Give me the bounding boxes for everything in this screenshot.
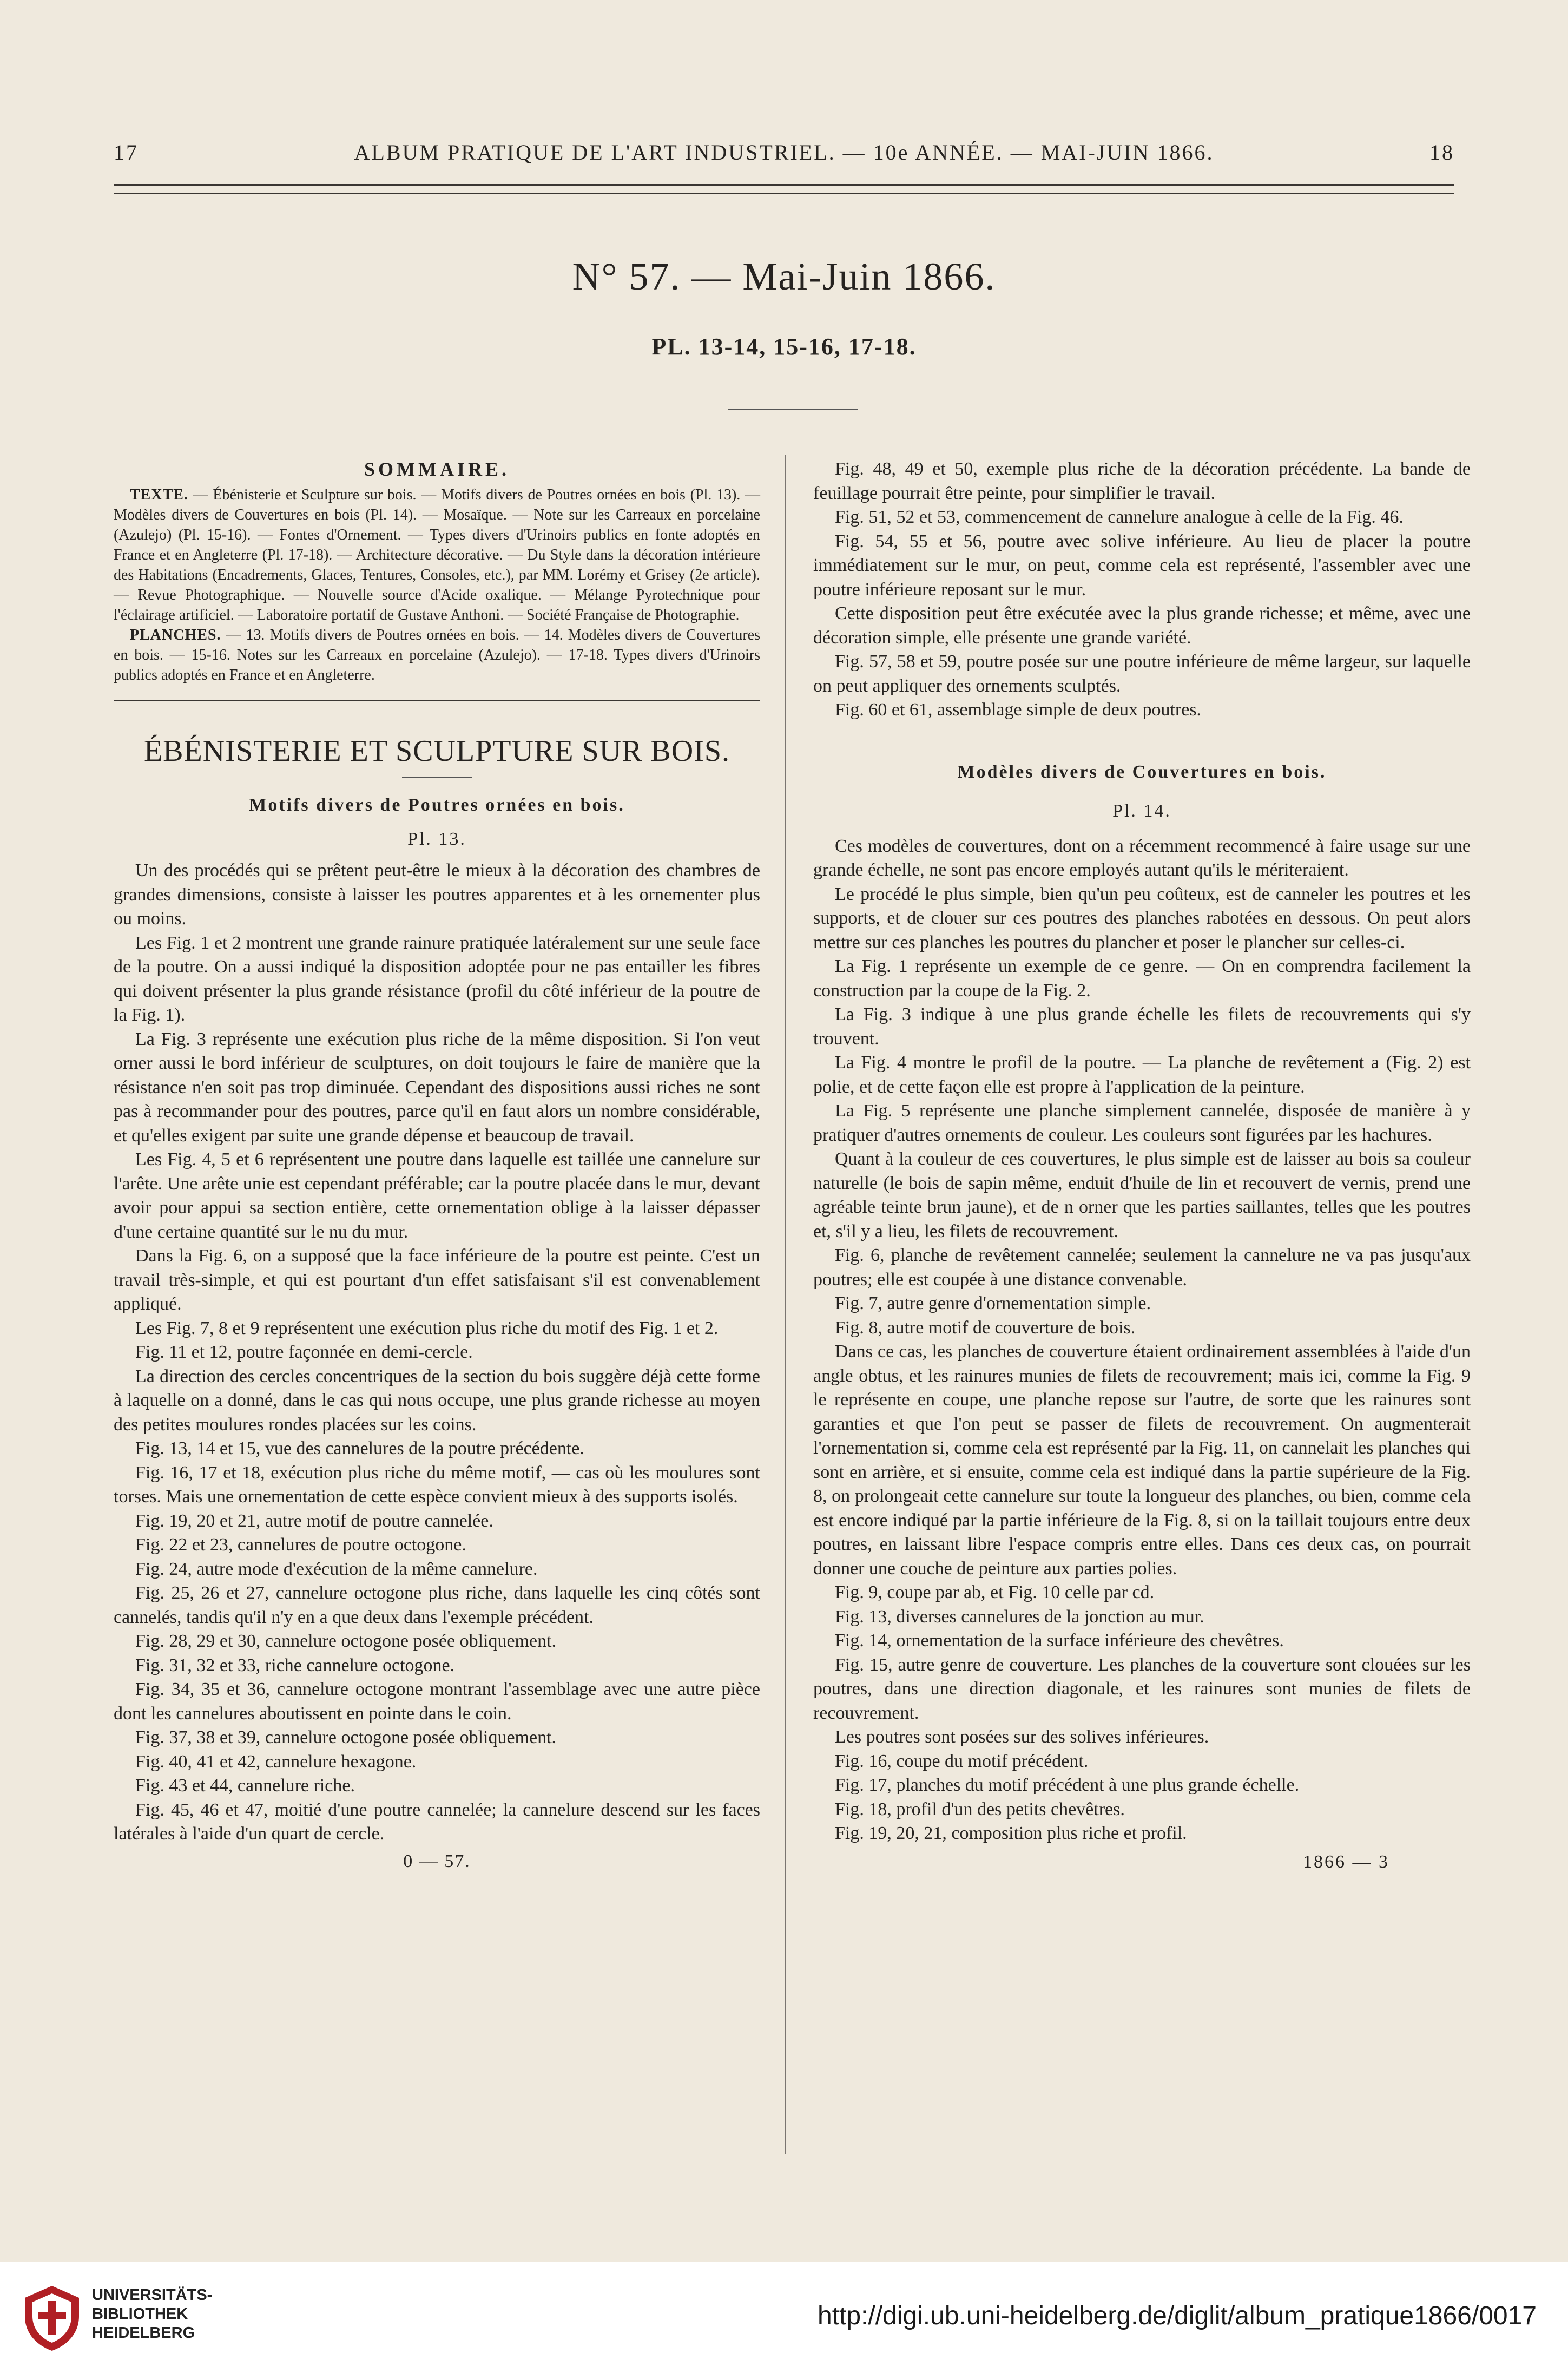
- page-number-left: 17: [114, 140, 139, 165]
- paragraph: Fig. 45, 46 et 47, moitié d'une poutre cannelée; la cannelure descend sur les faces latérales à l'aide d'un quart de cercle.: [114, 1799, 760, 1844]
- right-subtitle: Modèles divers de Couvertures en bois.: [957, 761, 1327, 782]
- paragraph: Fig. 14, ornementation de la surface inférieure des chevêtres.: [835, 1631, 1284, 1651]
- paragraph: Quant à la couleur de ces couvertures, le plus simple est de laisser au bois sa couleur naturelle (le bois de sapin même, enduit d'huile de lin et recouvert de vernis, prend une agréable teinte brun jaune), et de n orner que les parties saillantes, telles que les poutres et, s'il y a lieu, les filets de recouvrement.: [813, 1149, 1471, 1241]
- paragraph: Fig. 24, autre mode d'exécution de la même cannelure.: [135, 1559, 538, 1579]
- paragraph: Fig. 43 et 44, cannelure riche.: [135, 1776, 355, 1796]
- running-title: ALBUM PRATIQUE DE L'ART INDUSTRIEL. — 10e ANNÉE. — MAI-JUIN 1866.: [354, 140, 1214, 165]
- paragraph: Fig. 17, planches du motif précédent à une plus grande échelle.: [835, 1775, 1300, 1795]
- header-rule-top: [114, 184, 1454, 186]
- paragraph: Ces modèles de couvertures, dont on a récemment recommencé à faire usage sur une grande échelle, ne sont pas encore employés autant qu'ils le mériteraient.: [813, 836, 1471, 880]
- planches-body: — 13. Motifs divers de Poutres ornées en bois. — 14. Modèles divers de Couvertures en bois. — 15-16. Notes sur les Carreaux en porcelaine (Azulejo). — 17-18. Types divers d'Urinoirs publics adoptés en France et en Angleterre.: [114, 626, 760, 683]
- university-seal-icon: [19, 2284, 84, 2353]
- right-intro: [813, 457, 1471, 722]
- paragraph: Fig. 25, 26 et 27, cannelure octogone plus riche, dans laquelle les cinq côtés sont cannelés, tandis qu'il n'y en a que deux dans l'exemple précédent.: [114, 1583, 760, 1627]
- right-paragraphs: [813, 834, 1471, 1846]
- paragraph: Les Fig. 1 et 2 montrent une grande rainure pratiquée latéralement sur une seule face de la poutre. On a aussi indiqué la disposition adoptée pour ne pas entailler les fibres qui doivent présenter la plus grande résistance (profil du côté inférieur de la poutre de la Fig. 1).: [114, 932, 760, 1025]
- paragraph: Fig. 34, 35 et 36, cannelure octogone montrant l'assemblage avec une autre pièce dont les cannelures aboutissent en pointe dans le coin.: [114, 1679, 760, 1724]
- paragraph: La Fig. 3 représente une exécution plus riche de la même disposition. Si l'on veut orner aussi le bord inférieur de sculptures, on doit toujours le faire de manière que la résistance n'en soit pas trop diminuée. Cependant des dispositions aussi riches ne sont pas à recommander pour des poutres, parce qu'il en faut alors un nombre considérable, et qu'elles exigent par suite une grande dépense et beaucoup de travail.: [114, 1029, 760, 1146]
- paragraph: La Fig. 1 représente un exemple de ce genre. — On en comprendra facilement la construction par la coupe de la Fig. 2.: [813, 956, 1471, 1001]
- paragraph: Dans la Fig. 6, on a supposé que la face inférieure de la poutre est peinte. C'est un travail très-simple, et qui est pourtant d'un effet satisfaisant s'il est convenablement appliqué.: [114, 1246, 760, 1314]
- issue-heading: N° 57. — Mai-Juin 1866.: [572, 255, 996, 298]
- paragraph: Fig. 37, 38 et 39, cannelure octogone posée obliquement.: [135, 1727, 557, 1747]
- paragraph: Fig. 31, 32 et 33, riche cannelure octogone.: [135, 1655, 455, 1675]
- paragraph: Fig. 13, 14 et 15, vue des cannelures de la poutre précédente.: [135, 1438, 584, 1458]
- plates-heading: PL. 13-14, 15-16, 17-18.: [651, 333, 917, 360]
- paragraph: La Fig. 4 montre le profil de la poutre. — La planche de revêtement a (Fig. 2) est polie, et de cette façon elle est propre à l'application de la peinture.: [813, 1053, 1471, 1097]
- section-title: ÉBÉNISTERIE ET SCULPTURE SUR BOIS.: [143, 734, 730, 768]
- page-number-right: 18: [1429, 140, 1454, 165]
- left-paragraphs: [114, 859, 760, 1846]
- paragraph: Fig. 51, 52 et 53, commencement de cannelure analogue à celle de la Fig. 46.: [835, 507, 1404, 527]
- sommaire-planches: [114, 625, 760, 685]
- paragraph: Fig. 9, coupe par ab, et Fig. 10 celle par cd.: [835, 1582, 1155, 1602]
- sommaire-rule: [114, 700, 760, 701]
- paragraph: Fig. 11 et 12, poutre façonnée en demi-cercle.: [135, 1342, 473, 1362]
- column-divider: [785, 455, 786, 2154]
- texte-body: — Ébénisterie et Sculpture sur bois. — Motifs divers de Poutres ornées en bois (Pl. 13). — Modèles divers de Couvertures en bois (Pl. 14). — Mosaïque. — Note sur les Carreaux en porcelaine (Azulejo) (Pl. 15-16). — Fontes d'Ornement. — Types divers d'Urinoirs publics en fonte adoptés en France et en Angleterre (Pl. 17-18). — Architecture décorative. — Du Style dans la décoration intérieure des Habitations (Encadrements, Glaces, Tentures, Consoles, etc.), par MM. Lorémy et Grisey (2e article). — Revue Photographique. — Nouvelle source d'Acide oxalique. — Mélange Pyrotechnique pour l'éclairage artificiel. — Laboratoire portatif de Gustave Anthoni. — Société Française de Photographie.: [114, 486, 761, 623]
- paragraph: La Fig. 3 indique à une plus grande échelle les filets de recouvrements qui s'y trouvent.: [813, 1004, 1471, 1049]
- paragraph: Fig. 7, autre genre d'ornementation simple.: [835, 1293, 1151, 1313]
- paragraph: Fig. 19, 20, 21, composition plus riche et profil.: [835, 1823, 1187, 1843]
- right-footer-signature: 1866 — 3: [1303, 1851, 1389, 1872]
- paragraph: Fig. 22 et 23, cannelures de poutre octogone.: [135, 1535, 466, 1555]
- paragraph: Fig. 57, 58 et 59, poutre posée sur une poutre inférieure de même largeur, sur laquelle on peut appliquer des ornements sculptés.: [813, 652, 1471, 696]
- right-plate-label: Pl. 14.: [1112, 801, 1171, 821]
- library-name-line2: BIBLIOTHEK: [92, 2305, 188, 2323]
- sommaire-texte: [114, 485, 760, 625]
- paragraph: Les poutres sont posées sur des solives inférieures.: [835, 1727, 1209, 1747]
- left-plate-label: Pl. 13.: [407, 829, 466, 849]
- paragraph: Fig. 54, 55 et 56, poutre avec solive inférieure. Au lieu de placer la poutre immédiatement sur le mur, on peut, comme cela est représenté, l'assembler avec une poutre inférieure reposant sur le mur.: [813, 531, 1471, 600]
- paragraph: Fig. 6, planche de revêtement cannelée; seulement la cannelure ne va pas jusqu'aux poutres; elle est coupée à une distance convenable.: [813, 1245, 1471, 1290]
- sommaire-heading: SOMMAIRE.: [364, 458, 510, 480]
- paragraph: Fig. 15, autre genre de couverture. Les planches de la couverture sont clouées sur les poutres, dans une direction diagonale, et les rainures sont munies de filets de recouvrement.: [813, 1654, 1471, 1723]
- paragraph: Fig. 13, diverses cannelures de la jonction au mur.: [835, 1606, 1204, 1627]
- header-rule-bottom: [114, 193, 1454, 194]
- planches-label: PLANCHES.: [130, 626, 221, 643]
- paragraph: Cette disposition peut être exécutée avec la plus grande richesse; et même, avec une décoration simple, elle présente une grande variété.: [813, 603, 1471, 648]
- sommaire: [114, 457, 760, 685]
- running-header: [114, 134, 1454, 172]
- library-name: [92, 2286, 212, 2343]
- paragraph: La direction des cercles concentriques de la section du bois suggère déjà cette forme à laquelle on a donné, dans le cas qui nous occupe, une plus grande richesse au moyen des petites moulures rondes placées sur les coins.: [114, 1366, 760, 1435]
- library-footer: [0, 2262, 1568, 2373]
- right-column: [813, 457, 1471, 1874]
- paragraph: Dans ce cas, les planches de couverture étaient ordinairement assemblées à l'aide d'un angle obtus, et les rainures munies de filets de recouvrement; mais ici, comme la Fig. 9 le représente en coupe, une planche repose sur l'autre, de sorte que les rainures sont garanties et que l'on peut se passer de filets de recouvrement. On augmenterait l'ornementation si, comme cela est représenté par la Fig. 11, on cannelait les planches qui sont en arrière, et si ensuite, comme cela est indiqué dans la partie supérieure de la Fig. 8, on prolongeait cette cannelure sur toute la longueur des planches, ou bien, comme cela est encore indiqué par la partie inférieure de la Fig. 8, si on la taillait toujours entre deux poutres, en laissant libre l'espace compris entre elles. Dans ces deux cas, on pourrait donner une couche de peinture aux parties polies.: [813, 1342, 1471, 1579]
- source-url-link[interactable]: http://digi.ub.uni-heidelberg.de/diglit/album_pratique1866/0017: [818, 2302, 1537, 2330]
- paragraph: Le procédé le plus simple, bien qu'un peu coûteux, est de canneler les poutres et les supports, et de clouer sur ces poutres des planches rabotées en dessous. On peut alors mettre sur ces planches les poutres du plancher et poser le plancher sur celles-ci.: [813, 884, 1471, 952]
- paragraph: Fig. 16, coupe du motif précédent.: [835, 1751, 1089, 1771]
- paragraph: Un des procédés qui se prêtent peut-être le mieux à la décoration des chambres de grandes dimensions, consiste à laisser les poutres apparentes et à les ornementer plus ou moins.: [114, 860, 760, 929]
- paragraph: Les Fig. 4, 5 et 6 représentent une poutre dans laquelle est taillée une cannelure sur l'arête. Une arête unie est cependant préférable; car la poutre placée dans le mur, devant avoir pour appui sa section entière, cette ornementation oblige à la laisser dépasser d'une certaine quantité sur le nu du mur.: [114, 1149, 760, 1242]
- library-name-line1: UNIVERSITÄTS-: [92, 2286, 213, 2304]
- paragraph: La Fig. 5 représente une planche simplement cannelée, disposée de manière à y pratiquer d'autres ornements de couleur. Les couleurs sont figurées par les hachures.: [813, 1101, 1471, 1145]
- library-name-line3: HEIDELBERG: [92, 2324, 195, 2342]
- paragraph: Fig. 28, 29 et 30, cannelure octogone posée obliquement.: [135, 1631, 557, 1651]
- paragraph: Fig. 60 et 61, assemblage simple de deux poutres.: [835, 700, 1202, 720]
- paragraph: Les Fig. 7, 8 et 9 représentent une exécution plus riche du motif des Fig. 1 et 2.: [135, 1318, 719, 1338]
- left-footer-signature: 0 — 57.: [403, 1851, 471, 1871]
- paragraph: Fig. 19, 20 et 21, autre motif de poutre cannelée.: [135, 1510, 493, 1531]
- section-rule: [402, 777, 472, 778]
- paragraph: Fig. 48, 49 et 50, exemple plus riche de la décoration précédente. La bande de feuillage pourrait être peinte, pour simplifier le travail.: [813, 459, 1471, 503]
- left-column: [114, 457, 760, 1874]
- left-subtitle: Motifs divers de Poutres ornées en bois.: [249, 795, 625, 815]
- texte-label: TEXTE.: [130, 486, 188, 503]
- paragraph: Fig. 40, 41 et 42, cannelure hexagone.: [135, 1751, 417, 1772]
- title-rule: [728, 409, 858, 410]
- paragraph: Fig. 8, autre motif de couverture de bois.: [835, 1317, 1136, 1338]
- paragraph: Fig. 18, profil d'un des petits chevêtres.: [835, 1799, 1125, 1819]
- paragraph: Fig. 16, 17 et 18, exécution plus riche du même motif, — cas où les moulures sont torses. Mais une ornementation de cette espèce convient mieux à des supports isolés.: [114, 1462, 760, 1507]
